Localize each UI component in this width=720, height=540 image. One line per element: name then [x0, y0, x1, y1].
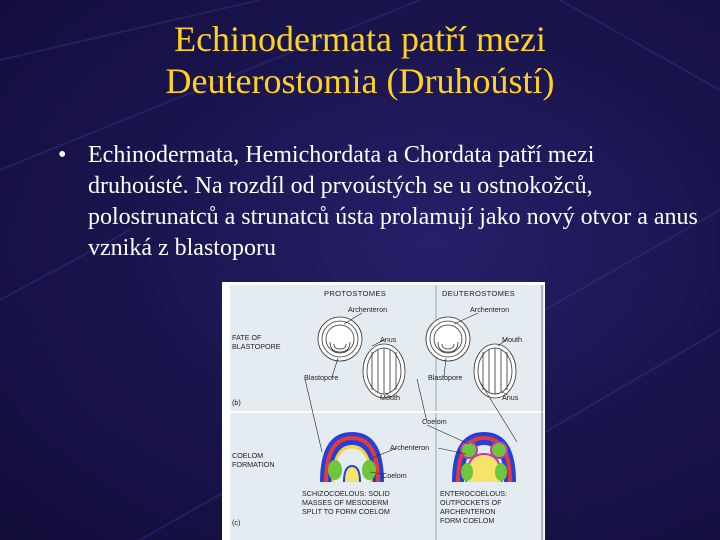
- deuterostome-gastrula-large: [474, 344, 516, 398]
- protostome-gastrula-small: [318, 317, 362, 361]
- label-coelom-formation-line-1: COELOM: [232, 451, 264, 460]
- label-anus-protostome: Anus: [380, 335, 397, 344]
- label-archenteron-middle: Archenteron: [390, 443, 430, 452]
- label-mouth-protostome: Mouth: [380, 393, 400, 402]
- label-enterocoelous-line-1: ENTEROCOELOUS:: [440, 489, 508, 498]
- protostome-gastrula-large: [363, 344, 405, 398]
- label-enterocoelous-line-2: OUTPOCKETS OF: [440, 498, 502, 507]
- label-schizocoelous-line-2: MASSES OF MESODERM: [302, 498, 389, 507]
- panel-c-label: (c): [232, 518, 241, 527]
- slide-title: [0, 18, 720, 102]
- label-coelom-bottom: Coelom: [382, 471, 407, 480]
- title-line-1: Echinodermata patří mezi: [174, 19, 546, 59]
- label-schizocoelous-line-1: SCHIZOCOELOUS: SOLID: [302, 489, 390, 498]
- label-enterocoelous-line-4: FORM COELOM: [440, 516, 495, 525]
- panel-b-label: (b): [232, 398, 241, 407]
- header-deuterostomes: DEUTEROSTOMES: [442, 289, 515, 298]
- label-coelom-formation-line-2: FORMATION: [232, 460, 275, 469]
- label-coelom-top: Coelom: [422, 417, 447, 426]
- label-archenteron-deuterostome: Archenteron: [470, 305, 510, 314]
- embryo-diagram: [222, 282, 545, 540]
- label-anus-deuterostome: Anus: [502, 393, 519, 402]
- label-blastopore-protostome: Blastopore: [304, 373, 339, 382]
- label-schizocoelous-line-3: SPLIT TO FORM COELOM: [302, 507, 390, 516]
- bullet-text: Echinodermata, Hemichordata a Chordata patří mezi druhoústé. Na rozdíl od prvoústých se u ostnokožců, polostrunatců a strunatců ústa prolamují jako nový otvor a anus vzniká z blastoporu: [88, 142, 698, 261]
- label-archenteron-protostome: Archenteron: [348, 305, 388, 314]
- label-fate-line-1: FATE OF: [232, 333, 262, 342]
- label-fate-line-2: BLASTOPORE: [232, 342, 281, 351]
- header-protostomes: PROTOSTOMES: [324, 289, 387, 298]
- title-line-2: Deuterostomia (Druhoústí): [165, 61, 555, 101]
- bullet-icon: •: [58, 142, 67, 168]
- label-enterocoelous-line-3: ARCHENTERON: [440, 507, 496, 516]
- label-mouth-deuterostome: Mouth: [502, 335, 522, 344]
- label-blastopore-deuterostome: Blastopore: [428, 373, 463, 382]
- embryo-diagram-graphic: [222, 282, 545, 540]
- deuterostome-gastrula-small: [426, 317, 470, 361]
